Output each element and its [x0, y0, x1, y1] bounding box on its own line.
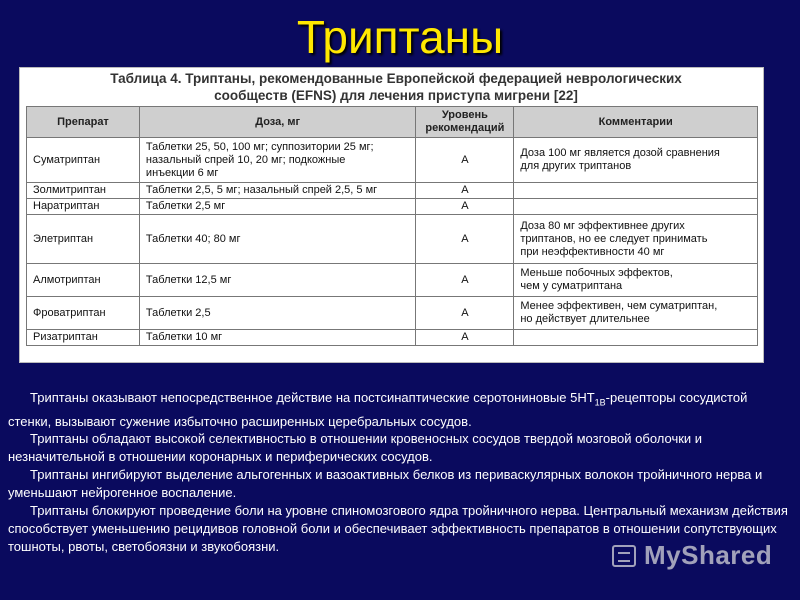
cell-dose: Таблетки 12,5 мг	[139, 264, 415, 297]
table-row	[27, 215, 758, 264]
paragraph: Триптаны обладают высокой селективностью в отношении кровеносных сосудов твердой мозговой оболочки и незначительной в отношении коронарных и периферических сосудов.	[8, 431, 703, 465]
table-caption	[46, 70, 746, 104]
cell-comment	[514, 199, 758, 215]
header-level: Уровень рекомендаций	[416, 107, 514, 138]
cell-comment	[514, 183, 758, 199]
triptans-table-figure	[19, 67, 764, 363]
header-drug: Препарат	[27, 107, 140, 138]
cell-drug: Ризатриптан	[27, 330, 140, 346]
table-row	[27, 330, 758, 346]
table-row	[27, 297, 758, 330]
table-row	[27, 199, 758, 215]
cell-drug: Фроватриптан	[27, 297, 140, 330]
table-row	[27, 264, 758, 297]
paragraph: Триптаны блокируют проведение боли на уровне спиномозгового ядра тройничного нерва. Центральный механизм действия способствует уменьшению рецидивов головной боли и обеспечивает эффективность препаратов в отношении сопутствующих тошноты, рвоты, светобоязни и звукобоязни.	[8, 503, 788, 554]
cell-comment: Менее эффективен, чем суматриптан, но действует длительнее	[514, 297, 758, 330]
cell-drug: Элетриптан	[27, 215, 140, 264]
header-comments: Комментарии	[514, 107, 758, 138]
cell-comment	[514, 330, 758, 346]
cell-dose: Таблетки 2,5 мг	[139, 199, 415, 215]
paragraph: Триптаны оказывают непосредственное действие на постсинаптические серотониновые $5НТ_{1В}$-рецепторы сосудистой стенки, вызывают сужение избыточно расширенных церебральных сосудов.	[8, 390, 748, 429]
cell-dose: Таблетки 40; 80 мг	[139, 215, 415, 264]
cell-drug: Наратриптан	[27, 199, 140, 215]
table-row	[27, 138, 758, 183]
header-dose: Доза, мг	[139, 107, 415, 138]
cell-level: A	[416, 183, 514, 199]
cell-level: A	[416, 264, 514, 297]
cell-comment: Меньше побочных эффектов, чем у суматриптана	[514, 264, 758, 297]
body-text	[8, 389, 788, 556]
cell-dose: Таблетки 2,5	[139, 297, 415, 330]
cell-drug: Алмотриптан	[27, 264, 140, 297]
cell-drug: Золмитриптан	[27, 183, 140, 199]
cell-dose: Таблетки 10 мг	[139, 330, 415, 346]
slide-title: Триптаны	[296, 11, 504, 63]
cell-level: A	[416, 215, 514, 264]
paragraph: Триптаны ингибируют выделение альгогенных и вазоактивных белков из периваскулярных волокон тройничного нерва и уменьшают нейрогенное воспаление.	[8, 467, 763, 501]
cell-drug: Суматриптан	[27, 138, 140, 183]
table-caption-line: Таблица 4. Триптаны, рекомендованные Европейской федерацией неврологических	[110, 71, 682, 86]
watermark-text: MyShared	[644, 540, 773, 570]
watermark	[612, 540, 772, 571]
table-caption-line: сообществ (EFNS) для лечения приступа мигрени [22]	[214, 88, 578, 103]
presentation-icon	[612, 545, 636, 567]
cell-dose: Таблетки 2,5, 5 мг; назальный спрей 2,5, 5 мг	[139, 183, 415, 199]
cell-level: A	[416, 330, 514, 346]
triptans-table	[26, 106, 758, 346]
cell-level: A	[416, 138, 514, 183]
cell-comment: Доза 100 мг является дозой сравнения для других триптанов	[514, 138, 758, 183]
cell-comment: Доза 80 мг эффективнее других триптанов, но ее следует принимать при неэффективности 40 мг	[514, 215, 758, 264]
cell-level: A	[416, 297, 514, 330]
cell-dose: Таблетки 25, 50, 100 мг; суппозитории 25 мг; назальный спрей 10, 20 мг; подкожные инъекции 6 мг	[139, 138, 415, 183]
cell-level: A	[416, 199, 514, 215]
table-header-row	[27, 107, 758, 138]
table-row	[27, 183, 758, 199]
